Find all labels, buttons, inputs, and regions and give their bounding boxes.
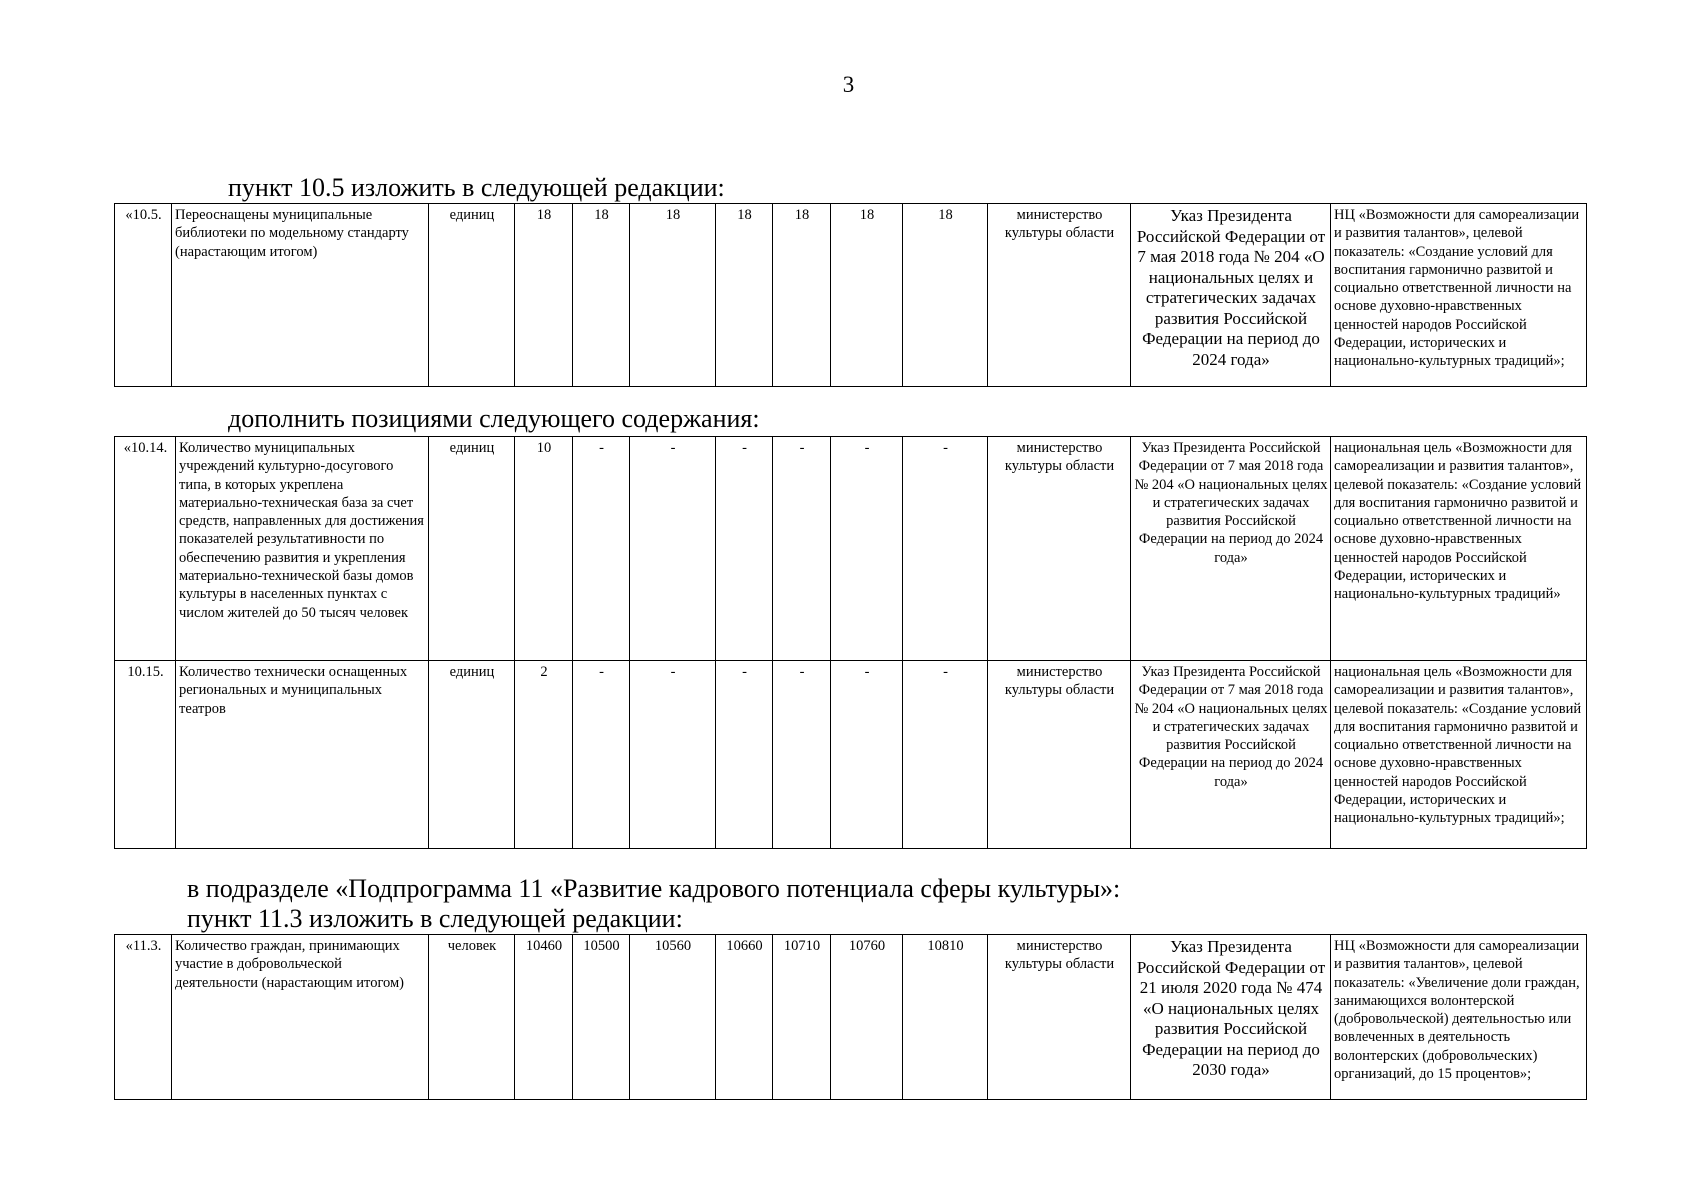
executor: министерство культуры области — [988, 437, 1131, 661]
value-cell: 10810 — [903, 935, 988, 1100]
table-row — [115, 204, 1587, 387]
national-goal: национальная цель «Возможности для самореализации и развития талантов», целевой показатель: «Создание условий для воспитания гармонично развитой и социально ответственной личности на основе духовно-нравственных ценностей народов Российской Федерации, исторических и национально-культурных традиций» — [1331, 437, 1587, 661]
value-cell: - — [630, 661, 716, 849]
value-cell: 18 — [573, 204, 630, 387]
value-cell: 10500 — [573, 935, 630, 1100]
legal-basis: Указ Президента Российской Федерации от 7 мая 2018 года № 204 «О национальных целях и стратегических задачах развития Российской Федерации на период до 2024 года» — [1131, 661, 1331, 849]
row-number: «10.14. — [115, 437, 176, 661]
value-cell: 18 — [831, 204, 903, 387]
value-cell: - — [573, 661, 630, 849]
value-cell: 10760 — [831, 935, 903, 1100]
unit: единиц — [429, 661, 515, 849]
value-cell: 18 — [716, 204, 773, 387]
value-cell: 2 — [515, 661, 573, 849]
value-cell: 10710 — [773, 935, 831, 1100]
executor: министерство культуры области — [988, 935, 1131, 1100]
value-cell: 10660 — [716, 935, 773, 1100]
value-cell: 18 — [773, 204, 831, 387]
heading-additions: дополнить позициями следующего содержания: — [228, 404, 760, 433]
national-goal: национальная цель «Возможности для самореализации и развития талантов», целевой показатель: «Создание условий для воспитания гармонично развитой и социально ответственной личности на основе духовно-нравственных ценностей народов Российской Федерации, исторических и национально-культурных традиций»; — [1331, 661, 1587, 849]
indicator-name: Количество технически оснащенных региональных и муниципальных театров — [176, 661, 429, 849]
table-10-5 — [114, 203, 1587, 387]
table-additions — [114, 436, 1587, 849]
value-cell: 10 — [515, 437, 573, 661]
value-cell: 18 — [903, 204, 988, 387]
row-number: «11.3. — [115, 935, 172, 1100]
table-row — [115, 661, 1587, 849]
indicator-name: Количество граждан, принимающих участие в добровольческой деятельности (нарастающим итогом) — [172, 935, 429, 1100]
value-cell: - — [716, 661, 773, 849]
unit: единиц — [429, 437, 515, 661]
value-cell: - — [630, 437, 716, 661]
value-cell: - — [903, 437, 988, 661]
national-goal: НЦ «Возможности для самореализации и развития талантов», целевой показатель: «Создание условий для воспитания гармонично развитой и социально ответственной личности на основе духовно-нравственных ценностей народов Российской Федерации, исторических и национально-культурных традиций»; — [1331, 204, 1587, 387]
indicator-name: Переоснащены муниципальные библиотеки по модельному стандарту (нарастающим итогом) — [172, 204, 429, 387]
legal-basis: Указ Президента Российской Федерации от 7 мая 2018 года № 204 «О национальных целях и стратегических задачах развития Российской Федерации на период до 2024 года» — [1131, 437, 1331, 661]
value-cell: 10560 — [630, 935, 716, 1100]
page-number: 3 — [842, 72, 855, 97]
legal-basis: Указ Президента Российской Федерации от 7 мая 2018 года № 204 «О национальных целях и стратегических задачах развития Российской Федерации на период до 2024 года» — [1131, 204, 1331, 387]
indicator-name: Количество муниципальных учреждений культурно-досугового типа, в которых укреплена материально-техническая база за счет средств, направленных для достижения показателей результативности по обеспечению развития и укрепления материально-технической базы домов культуры в населенных пунктах с числом жителей до 50 тысяч человек — [176, 437, 429, 661]
value-cell: 18 — [515, 204, 573, 387]
unit: единиц — [429, 204, 515, 387]
heading-11-3: пункт 11.3 изложить в следующей редакции: — [187, 904, 683, 933]
row-number: 10.15. — [115, 661, 176, 849]
executor: министерство культуры области — [988, 661, 1131, 849]
table-11-3 — [114, 934, 1587, 1100]
value-cell: - — [573, 437, 630, 661]
row-number: «10.5. — [115, 204, 172, 387]
value-cell: - — [773, 661, 831, 849]
value-cell: - — [831, 661, 903, 849]
value-cell: - — [903, 661, 988, 849]
table-row — [115, 437, 1587, 661]
unit: человек — [429, 935, 515, 1100]
value-cell: - — [773, 437, 831, 661]
value-cell: 10460 — [515, 935, 573, 1100]
table-row — [115, 935, 1587, 1100]
value-cell: - — [716, 437, 773, 661]
value-cell: 18 — [630, 204, 716, 387]
heading-subprogram-11: в подразделе «Подпрограмма 11 «Развитие кадрового потенциала сферы культуры»: — [187, 874, 1121, 903]
value-cell: - — [831, 437, 903, 661]
heading-10-5: пункт 10.5 изложить в следующей редакции: — [228, 173, 725, 202]
national-goal: НЦ «Возможности для самореализации и развития талантов», целевой показатель: «Увеличение доли граждан, занимающихся волонтерской (добровольческой) деятельностью или вовлеченных в деятельность волонтерских (добровольческих) организаций, до 15 процентов»; — [1331, 935, 1587, 1100]
executor: министерство культуры области — [988, 204, 1131, 387]
legal-basis: Указ Президента Российской Федерации от 21 июля 2020 года № 474 «О национальных целях развития Российской Федерации на период до 2030 года» — [1131, 935, 1331, 1100]
